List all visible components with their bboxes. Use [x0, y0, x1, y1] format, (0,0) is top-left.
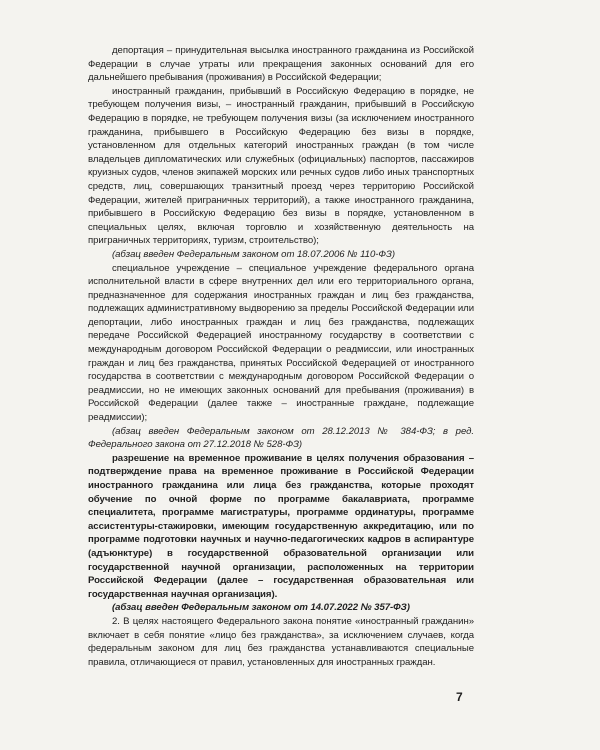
- paragraph-deportation: депортация – принудительная высылка иностранного гражданина из Российской Федерации в случае утраты или прекращения законных оснований для его дальнейшего пребывания (проживания) в Российской Федерации;: [88, 45, 474, 84]
- document-body: [88, 44, 474, 669]
- paragraph-clause-2: 2. В целях настоящего Федерального закона понятие «иностранный гражданин» включает в себя понятие «лицо без гражданства», за исключением случаев, когда федеральным законом для лиц без гражданства устанавливаются специальные правила, отличающиеся от правил, установленных для иностранных граждан.: [88, 615, 474, 668]
- amendment-note-2022: (абзац введен Федеральным законом от 14.07.2022 № 357-ФЗ): [112, 602, 410, 614]
- paragraph-education-residence: разрешение на временное проживание в целях получения образования – подтверждение права на временное проживание в Российской Федерации иностранного гражданина или лица без гражданства, которые проходят обучение по очной форме по программе бакалавриата, программе специалитета, программе магистратуры, программе ординатуры, программе ассистентуры-стажировки, имеющим государственную аккредитацию, или по программе подготовки научных и научно-педагогических кадров в аспирантуре (адъюнктуре) в государственной образовательной организации или государственной научной организации, расположенных на территории Российской Федерации (далее – государственная образовательная или государственная научная организация).: [88, 452, 474, 600]
- paragraph-special-institution: специальное учреждение – специальное учреждение федерального органа исполнительной власти в сфере внутренних дел или его территориального органа, предназначенное для содержания иностранных граждан и лиц без гражданства, подлежащих административному выдворению за пределы Российской Федерации или депортации, либо иностранных граждан и лиц без гражданства, подлежащих передаче Российской Федерацией иностранному государству в соответствии с международным договором Российской Федерации о реадмиссии, или иностранных граждан и лиц без гражданства, принятых Российской Федерацией от иностранного государства в соответствии с международным договором Российской Федерации о реадмиссии, но не имеющих законных оснований для пребывания (проживания) в Российской Федерации (далее также – иностранные граждане, подлежащие реадмиссии);: [88, 262, 474, 424]
- page-number: 7: [456, 690, 463, 704]
- amendment-note-2013: (абзац введен Федеральным законом от 28.12.2013 № 384-ФЗ; в ред. Федерального закона от 27.12.2018 № 528-ФЗ): [88, 425, 474, 451]
- paragraph-visa-free-foreigner: иностранный гражданин, прибывший в Российскую Федерацию в порядке, не требующем получения визы, – иностранный гражданин, прибывший в Российскую Федерацию в порядке, не требующем получения визы (за исключением иностранного гражданина, прибывшего в Российскую Федерацию без визы в порядке, установленном для отдельных категорий иностранных граждан (в том числе владельцев дипломатических или служебных (официальных) паспортов, пассажиров круизных судов, членов экипажей морских или речных судов либо иных транспортных средств, лиц, совершающих транзитный проезд через территорию Российской Федерации, жителей приграничных территорий), а также иностранного гражданина, прибывшего в Российскую Федерацию без визы в порядке, установленном в специальных целях, включая торговлю и хозяйственную деятельность на приграничных территориях, туризм, строительство);: [88, 85, 474, 247]
- amendment-note-2006: (абзац введен Федеральным законом от 18.07.2006 № 110-ФЗ): [112, 248, 395, 260]
